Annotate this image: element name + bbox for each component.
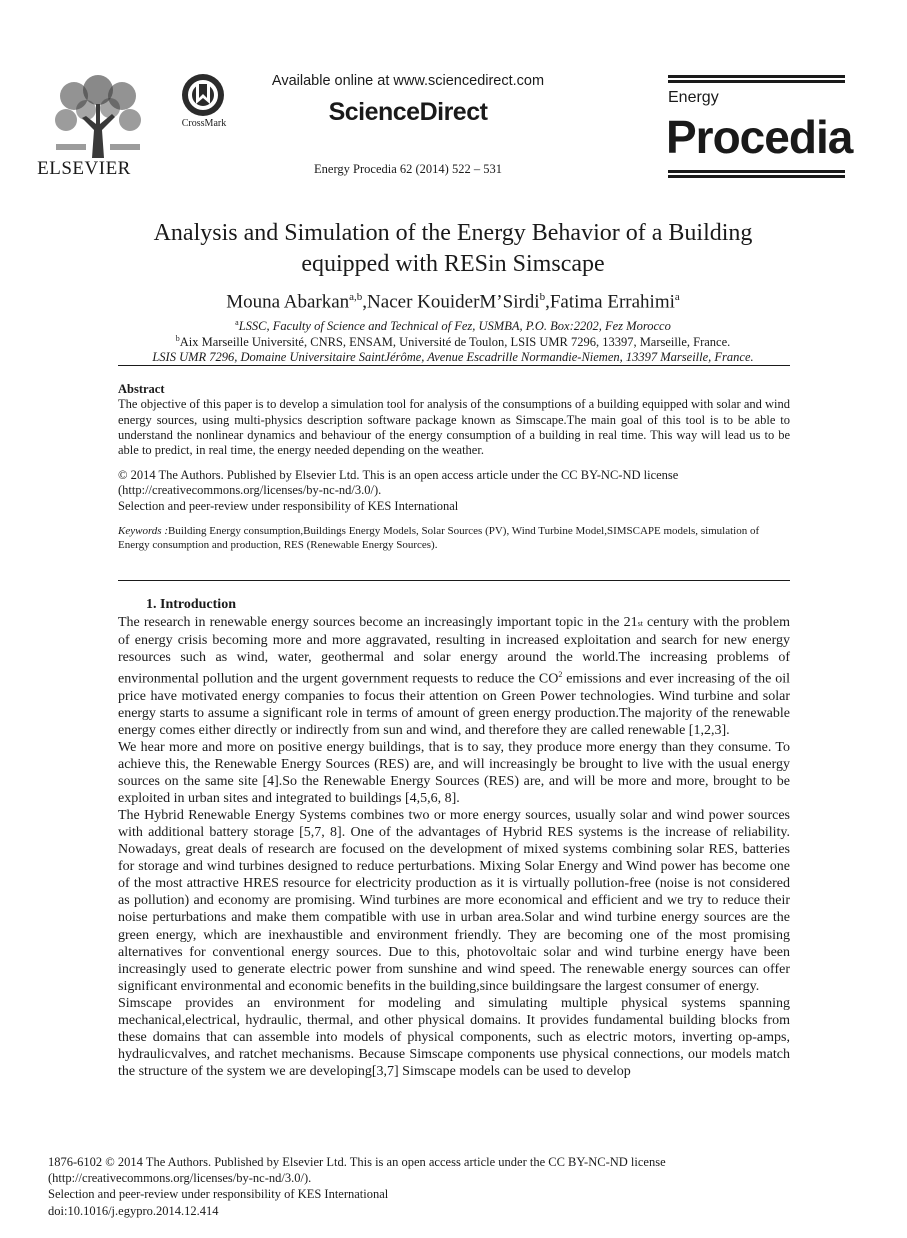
text-run: century with the problem of energy crisis becoming more and more aggravated, resulting in increased exploitation and search for new energy resources such as wind, water, geothermal and solar energy around the world.The increasing problems of environmental pollution and the urgent government requests to reduce the CO	[118, 615, 790, 687]
abstract	[118, 382, 790, 458]
affiliation-c	[60, 350, 846, 365]
author-name: Fatima Errahimi	[549, 291, 675, 313]
license-block	[118, 468, 790, 514]
affiliation-text: Aix Marseille Université, CNRS, ENSAM, Université de Toulon, LSIS UMR 7296, 13397, Marseille, France.	[179, 335, 731, 350]
paper-title-line1: Analysis and Simulation of the Energy Behavior of a Building	[153, 220, 753, 246]
affiliation-sup: b	[175, 334, 180, 343]
intro-paragraph: Simscape provides an environment for modeling and simulating multiple physical systems spanning mechanical,electrical, hydraulic, thermal, and other physical domains. It provides fundamental building blocks from these domains that can assemble into models of physical components, such as electric motors, inverting op-amps, hydraulicvalves, and ratchet mechanisms. Because Simscape components use physical connections, our models match the structure of the system we are developing[3,7] Simscape models can be used to develop	[118, 995, 790, 1079]
section-heading: 1. Introduction	[146, 597, 236, 612]
title-divider	[118, 365, 790, 366]
abstract-divider	[118, 580, 790, 581]
footer-license-url[interactable]: (http://creativecommons.org/licenses/by-nc-nd/3.0/).	[48, 1171, 312, 1186]
footer-peer-review: Selection and peer-review under responsibility of KES International	[48, 1187, 389, 1202]
journal-brand-top: Energy	[668, 89, 719, 106]
journal-brand-rule-bottom	[668, 170, 845, 173]
journal-brand-main: Procedia	[666, 111, 853, 163]
text-run: emissions and ever increasing of the oil price have motivated energy companies to focus their attention on Green Power technologies. Wind turbine and solar energy starts to assume a significant role in terms of amount of green energy production.The majority of the renewable energy comes either directly or indirectly from sun and wind, and therefore they are called renewable [1,2,3].	[118, 671, 790, 738]
author-list	[100, 291, 806, 313]
footer-doi[interactable]: doi:10.1016/j.egypro.2014.12.414	[48, 1203, 219, 1218]
paper-title	[100, 218, 806, 280]
author-sup: a	[674, 291, 680, 303]
keywords	[118, 525, 790, 553]
intro-paragraph: The Hybrid Renewable Energy Systems combines two or more energy sources, usually solar and wind power sources with additional battery storage [5,7, 8]. One of the advantages of Hybrid RES systems is the increase of reliability. Nowadays, great deals of research are focused on the development of mixed systems combining solar RES, batteries for storage and wind turbines designed to reduce perturbations. Mixing Solar Energy and Wind power has become one of the most attractive HRES resource for electricity production as it is virtually pollution-free (noise is not considered as pollution) and economy are promising. Wind turbines are more economical and efficient and we try to reduce their noise perturbations and make them compatible with use in urban area.Solar and wind turbine energy sources are the green energy, which are inexhaustible and environment friendly. They are becoming one of the most promising alternatives for conventional energy sources. Due to this, photovoltaic solar and wind turbine energy have been increasingly used to generate electric power from sunshine and wind speed. The renewable energy sources can offer significant environmental and economic benefits in the building,since buildingsare the largest consumer of energy.	[118, 808, 790, 994]
author-sep: ,	[362, 291, 368, 313]
journal-brand-rule-top	[668, 75, 845, 78]
abstract-text: The objective of this paper is to develop a simulation tool for analysis of the consumptions of a building equipped with solar and wind energy sources, using multi-physics description software package known as Simscape.The main goal of this tool is to be able to understand the nonlinear dynamics and behaviour of the energy consumption of a building in real time. This way will lead us to be able to predict, in real time, the energy needed depending on the weather.	[118, 397, 790, 458]
keywords-text: Building Energy consumption,Buildings Energy Models, Solar Sources (PV), Wind Turbine Model,SIMSCAPE models, simulation of Energy consumption and production, RES (Renewable Energy Sources).	[118, 525, 760, 551]
journal-brand-rule-top-2	[668, 80, 845, 83]
co2-subscript: 2	[558, 670, 563, 680]
elsevier-tree-icon	[52, 74, 144, 158]
affiliation-sup: a	[235, 318, 239, 327]
affiliation-text: LSSC, Faculty of Science and Technical of Fez, USMBA, P.O. Box:2202, Fez Morocco	[238, 319, 671, 334]
license-url[interactable]: (http://creativecommons.org/licenses/by-nc-nd/3.0/).	[118, 483, 382, 498]
author-name: Nacer KouiderM’Sirdi	[367, 291, 540, 313]
intro-paragraph: We hear more and more on positive energy buildings, that is to say, they produce more energy than they consume. To achieve this, the Renewable Energy Sources (RES) are, and will increasingly be brought to live with the usual energy sources on the same site [4].So the Renewable Energy Sources (RES) are, and will be more and more, brought to be exploited in urban sites and integrated to buildings [4,5,6, 8].	[118, 739, 790, 807]
paper-title-line2: equipped with RESin Simscape	[301, 251, 605, 277]
affiliation-b	[60, 334, 846, 350]
elsevier-logo	[22, 74, 146, 178]
crossmark-label: CrossMark	[181, 118, 227, 129]
intro-paragraph	[118, 614, 790, 739]
author-sup: b	[539, 291, 546, 303]
author-name: Mouna Abarkan	[226, 291, 350, 313]
author-sup: a,b	[349, 291, 363, 303]
peer-review-line: Selection and peer-review under responsibility of KES International	[118, 498, 459, 513]
sciencedirect-logo: ScienceDirect	[328, 98, 488, 126]
intro-body	[118, 614, 790, 1080]
affiliation-text: LSIS UMR 7296, Domaine Universitaire SaintJérôme, Avenue Escadrille Normandie-Niemen, 13397 Marseille, France.	[152, 350, 754, 364]
ordinal-suffix: st	[637, 619, 643, 628]
crossmark-badge[interactable]	[172, 74, 236, 134]
journal-brand-rule-bottom-2	[668, 175, 845, 178]
abstract-heading: Abstract	[118, 382, 165, 396]
publisher-name: ELSEVIER	[37, 158, 131, 179]
author-sep: ,	[545, 291, 550, 313]
page-footer	[48, 1154, 808, 1219]
journal-reference: Energy Procedia 62 (2014) 522 – 531	[314, 162, 502, 176]
license-line: © 2014 The Authors. Published by Elsevier Ltd. This is an open access article under the CC BY-NC-ND license	[118, 468, 679, 482]
affiliation-a	[60, 318, 846, 334]
available-online: Available online at www.sciencedirect.com	[271, 73, 545, 89]
keywords-label: Keywords :	[118, 525, 169, 537]
footer-copyright: 1876-6102 © 2014 The Authors. Published by Elsevier Ltd. This is an open access article under the CC BY-NC-ND license	[48, 1155, 666, 1169]
text-run: The research in renewable energy sources become an increasingly important topic in the 21	[118, 615, 638, 630]
crossmark-icon	[182, 74, 224, 116]
